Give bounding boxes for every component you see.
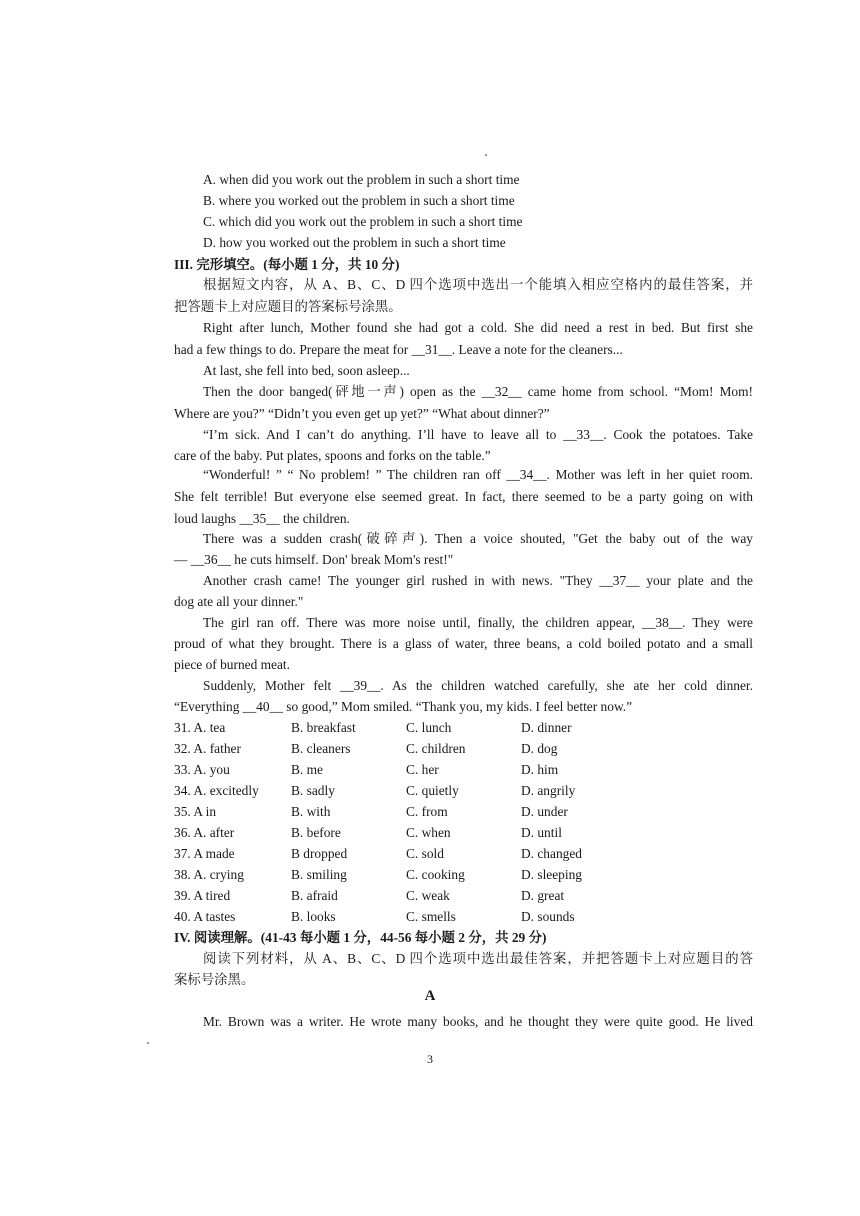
scan-speck	[147, 1042, 149, 1044]
passage-line: “Wonderful! ” “ No problem! ” The children ran off __34__. Mother was left in her quiet room.	[203, 467, 753, 482]
prev-choice-d: D. how you worked out the problem in such a short time	[203, 235, 506, 250]
option-d: D. sleeping	[521, 867, 582, 882]
passage-line: Right after lunch, Mother found she had got a cold. She did need a rest in bed. But first she	[203, 320, 753, 335]
passage-line: piece of burned meat.	[174, 657, 290, 672]
passage-line: At last, she fell into bed, soon asleep...	[203, 363, 410, 378]
option-d: D. changed	[521, 846, 582, 861]
option-b: B. cleaners	[291, 741, 351, 756]
passage-line: dog ate all your dinner."	[174, 594, 304, 609]
option-a: 34. A. excitedly	[174, 783, 259, 798]
passage-line: She felt terrible! But everyone else seemed great. In fact, there seemed to be a party going on with	[174, 489, 753, 504]
passage-line: Suddenly, Mother felt __39__. As the children watched carefully, she ate her cold dinner.	[203, 678, 753, 693]
option-d: D. dog	[521, 741, 558, 756]
option-a: 31. A. tea	[174, 720, 226, 735]
option-b: B. sadly	[291, 783, 335, 798]
passage-line: proud of what they brought. There is a glass of water, three beans, a cold boiled potato and a small	[174, 636, 753, 651]
prev-choice-b: B. where you worked out the problem in such a short time	[203, 193, 515, 208]
passage-line: “I’m sick. And I can’t do anything. I’ll have to leave all to __33__. Cook the potatoes. Take	[203, 427, 753, 442]
passage-line: “Everything __40__ so good,” Mom smiled. “Thank you, my kids. I feel better now.”	[174, 699, 633, 714]
option-c: C. quietly	[406, 783, 459, 798]
option-c: C. lunch	[406, 720, 452, 735]
passage-line: Another crash came! The younger girl rushed in with news. "They __37__ your plate and the	[203, 573, 753, 588]
section-4-instructions: 阅读下列材料，从 A、B、C、D 四个选项中选出最佳答案，并把答题卡上对应题目的答	[203, 951, 753, 966]
prev-choice-c: C. which did you work out the problem in such a short time	[203, 214, 523, 229]
option-c: C. cooking	[406, 867, 465, 882]
option-a: 32. A. father	[174, 741, 241, 756]
option-a: 36. A. after	[174, 825, 235, 840]
scan-speck	[485, 154, 487, 156]
option-c: C. from	[406, 804, 448, 819]
option-b: B. smiling	[291, 867, 347, 882]
section-3-title: III. 完形填空。(每小题 1 分，共 10 分)	[174, 257, 400, 272]
option-b: B. with	[291, 804, 331, 819]
section-3-instructions: 根据短文内容，从 A、B、C、D 四个选项中选出一个能填入相应空格内的最佳答案，并	[203, 277, 753, 292]
passage-line: Where are you?” “Didn’t you even get up yet?” “What about dinner?”	[174, 406, 550, 421]
option-d: D. dinner	[521, 720, 572, 735]
passage-line: Then the door banged(砰地一声) open as the __32__ came home from school. “Mom! Mom!	[203, 384, 753, 399]
passage-line: The girl ran off. There was more noise until, finally, the children appear, __38__. They were	[203, 615, 753, 630]
passage-a-first-line: Mr. Brown was a writer. He wrote many books, and he thought they were quite good. He lived	[203, 1014, 753, 1029]
option-c: C. when	[406, 825, 451, 840]
page-number: 3	[427, 1052, 433, 1066]
passage-line: — __36__ he cuts himself. Don' break Mom's rest!"	[174, 552, 454, 567]
passage-line: There was a sudden crash(破碎声). Then a voice shouted, "Get the baby out of the way	[203, 531, 753, 546]
passage-label: A	[424, 988, 436, 1004]
section-3-instructions: 把答题卡上对应题目的答案标号涂黑。	[174, 299, 402, 314]
option-b: B. breakfast	[291, 720, 356, 735]
option-d: D. under	[521, 804, 568, 819]
option-c: C. children	[406, 741, 466, 756]
passage-line: care of the baby. Put plates, spoons and forks on the table.”	[174, 448, 491, 463]
option-a: 38. A. crying	[174, 867, 244, 882]
passage-line: had a few things to do. Prepare the meat for __31__. Leave a note for the cleaners...	[174, 342, 623, 357]
option-b: B. before	[291, 825, 341, 840]
section-4-instructions: 案标号涂黑。	[174, 972, 255, 987]
option-a: 33. A. you	[174, 762, 230, 777]
option-d: D. angrily	[521, 783, 576, 798]
passage-line: loud laughs __35__ the children.	[174, 511, 350, 526]
option-a: 35. A in	[174, 804, 217, 819]
option-b: B. afraid	[291, 888, 338, 903]
option-a: 37. A made	[174, 846, 235, 861]
option-d: D. sounds	[521, 909, 575, 924]
option-c: C. smells	[406, 909, 456, 924]
option-d: D. him	[521, 762, 559, 777]
option-a: 40. A tastes	[174, 909, 236, 924]
option-c: C. weak	[406, 888, 450, 903]
option-b: B dropped	[291, 846, 348, 861]
option-d: D. great	[521, 888, 565, 903]
section-4-title: IV. 阅读理解。(41-43 每小题 1 分，44-56 每小题 2 分，共 29 分)	[174, 930, 547, 945]
option-d: D. until	[521, 825, 562, 840]
option-b: B. looks	[291, 909, 336, 924]
option-a: 39. A tired	[174, 888, 231, 903]
prev-choice-a: A. when did you work out the problem in such a short time	[203, 172, 520, 187]
option-b: B. me	[291, 762, 323, 777]
option-c: C. sold	[406, 846, 444, 861]
option-c: C. her	[406, 762, 439, 777]
